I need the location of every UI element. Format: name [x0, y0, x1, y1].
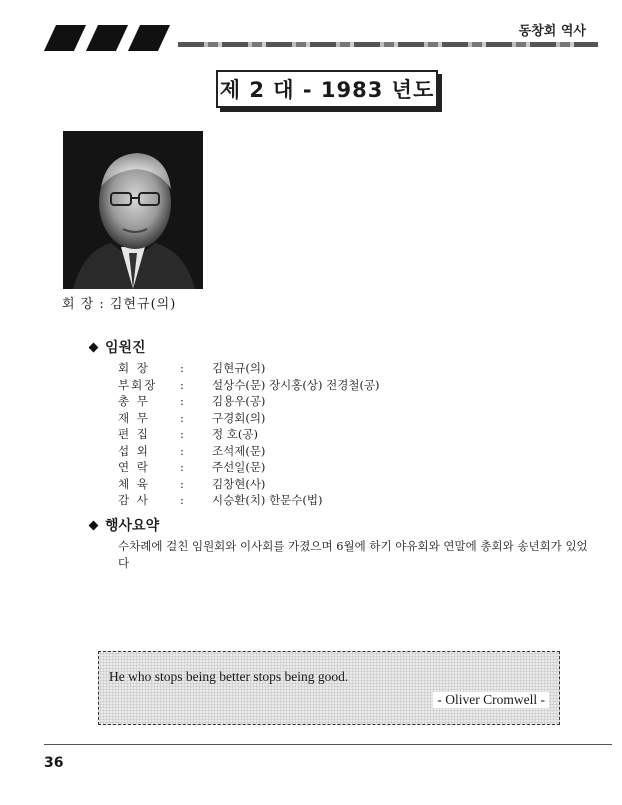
quote-author: - Oliver Cromwell -: [433, 692, 549, 708]
officer-row: [118, 459, 380, 476]
officers-roster: [118, 360, 380, 509]
officer-colon: :: [180, 443, 184, 458]
officer-colon: :: [180, 377, 184, 392]
officer-row: [118, 492, 380, 509]
officer-role: 감 사: [118, 493, 150, 508]
officer-row: [118, 476, 380, 493]
officer-row: [118, 426, 380, 443]
quote-text: He who stops being better stops being good.: [109, 669, 349, 684]
officer-names: 시승환(치) 한문수(법): [212, 493, 323, 508]
officer-colon: :: [180, 493, 184, 508]
events-summary: 수차례에 걸친 임원회와 이사회를 가졌으며 6월에 하기 야유회와 연말에 총회와 송년회가 있었다: [118, 539, 588, 570]
events-heading: [90, 515, 159, 535]
officer-colon: :: [180, 361, 184, 376]
officer-role: 편 집: [118, 427, 150, 442]
page-title: 제 2 대 - 1983 년도: [216, 70, 438, 108]
diamond-bullet-icon: [89, 342, 99, 352]
diamond-bullet-icon: [89, 520, 99, 530]
officer-names: 설상수(문) 장시홍(상) 전경철(공): [212, 377, 380, 392]
officer-role: 섭 외: [118, 443, 150, 458]
officer-row: [118, 393, 380, 410]
officer-colon: :: [180, 394, 184, 409]
officer-row: [118, 360, 380, 377]
officers-heading-label: 임원진: [105, 340, 146, 356]
president-photo: [63, 131, 203, 289]
officer-role: 회 장: [118, 361, 150, 376]
section-label: 동창회 역사: [518, 24, 586, 39]
officer-role: 부회장: [118, 377, 158, 392]
officer-names: 정 호(공): [212, 427, 258, 442]
officer-colon: :: [180, 476, 184, 491]
officer-colon: :: [180, 427, 184, 442]
officer-names: 주선일(문): [212, 460, 266, 475]
header-blocks: [44, 25, 174, 51]
officer-colon: :: [180, 460, 184, 475]
officer-row: [118, 377, 380, 394]
quote-box: [98, 651, 560, 725]
officer-role: 연 락: [118, 460, 150, 475]
officer-role: 총 무: [118, 394, 150, 409]
officers-heading: [90, 337, 146, 357]
officer-role: 체 육: [118, 476, 150, 491]
officer-names: 김창현(사): [212, 476, 266, 491]
officer-role: 재 무: [118, 410, 150, 425]
header-rule: [178, 42, 598, 47]
officer-names: 김용우(공): [212, 394, 266, 409]
officer-names: 구경회(의): [212, 410, 266, 425]
officer-row: [118, 410, 380, 427]
officer-colon: :: [180, 410, 184, 425]
events-heading-label: 행사요약: [105, 518, 160, 534]
officer-row: [118, 443, 380, 460]
footer-rule: [44, 744, 612, 745]
photo-caption: 회 장 : 김현규(의): [62, 297, 177, 312]
page-number: 36: [44, 755, 64, 771]
officer-names: 김현규(의): [212, 361, 266, 376]
officer-names: 조석제(문): [212, 443, 266, 458]
